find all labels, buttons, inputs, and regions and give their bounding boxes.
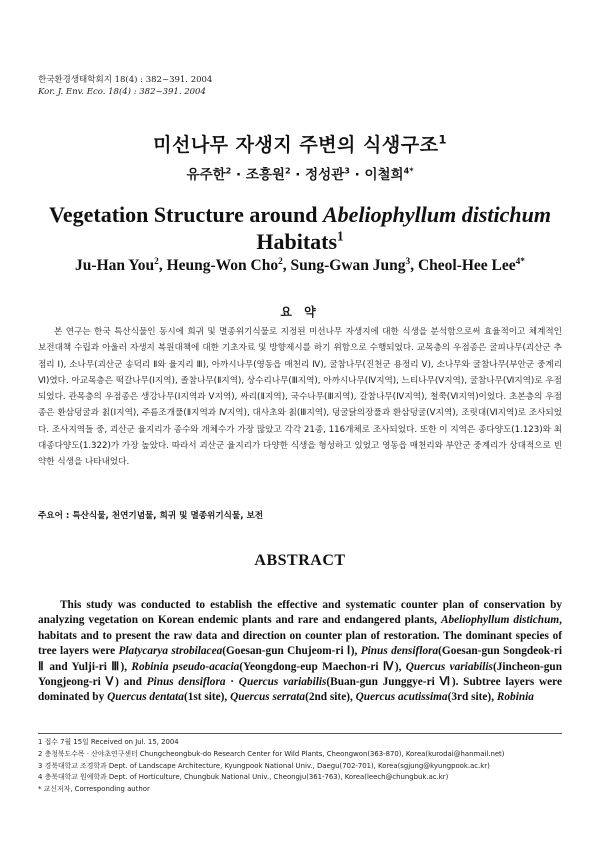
author-ko-name: 조흥원 [245, 167, 285, 183]
abstract-text-segment: , habitats and to present the raw data and direction on counter plan of restoration. The dominant species of tree layers were [38, 614, 562, 658]
author-en-name: Sung-Gwan Jung [290, 257, 406, 274]
abstract-text-segment: (2nd site), [305, 691, 356, 704]
author-ko-name: 정성관 [305, 167, 345, 183]
author-en-separator: , [158, 257, 167, 274]
authors-english [0, 257, 600, 275]
author-ko-separator: · [290, 167, 306, 183]
summary-korean-paragraph: 본 연구는 한국 특산식물인 동시에 희귀 및 멸종위기식물로 지정된 미선나무 자생지에 대한 식생을 분석함으로써 효율적이고 체계적인 보전대책 수립과 아울러 자생지 복원대책에 대한 기초자료 및 방향제시를 하기 위함으로 수행되었다. 교목층의 우점종은 굴피나무(괴산군 추점리 Ⅰ), 소나무(괴산군 송덕리 Ⅱ와 율지리 Ⅲ), 아까시나무(영동읍 매천리 Ⅳ), 굴참나무(진천군 용정리 Ⅴ), 소나무와 굴참나무(부안군 중계리 Ⅵ)였다. 아교목층은 떡갈나무(Ⅰ지역), 졸참나무(Ⅱ지역), 상수리나무(Ⅲ지역), 아까시나무(Ⅳ지역), 느티나무(Ⅴ지역), 굴참나무(Ⅵ지역)로 우점되었다. 관목층의 우점종은 생강나무(Ⅰ지역과 Ⅴ지역), 싸리(Ⅱ지역), 국수나무(Ⅲ지역), 갈참나무(Ⅳ지역), 철쭉(Ⅵ지역)이었다. 초본층의 우점종은 환삼덩굴과 칡(Ⅰ지역), 주름조개풀(Ⅱ지역과 Ⅳ지역), 대사초와 칡(Ⅲ지역), 덩굴닭의장풀과 환삼덩굴(Ⅴ지역), 조릿대(Ⅵ지역)로 조사되었다. 조사지역들 중, 괴산군 율지리가 종수와 개체수가 가장 많았고 각각 21종, 116개체로 조사되었다. 또한 이 지역은 종다양도(1.123)와 최대종다양도(1.322)가 가장 높았다. 따라서 괴산군 율지리가 다양한 식생을 형성하고 있었고 영동읍 매천리와 부안군 중계리가 상대적으로 빈약한 식생을 나타내었다. [38, 327, 562, 468]
abstract-english [38, 598, 562, 706]
species-name: Pinus densiflora [360, 645, 439, 658]
title-english-footnote-mark: 1 [337, 228, 344, 244]
author-ko-affiliation-mark: 2 [225, 165, 232, 176]
abstract-text-segment: (Buan-gun Junggye-ri Ⅵ). Subtree layers were dominated by [38, 676, 562, 704]
author-en-affiliation-mark: 4* [515, 256, 525, 267]
footnotes [38, 737, 568, 796]
abstract-text-segment: (3rd site), [447, 691, 497, 704]
abstract-text-segment: (Yeongdong-eup Maechon-ri Ⅳ), [239, 660, 406, 673]
author-ko-name: 이철희 [364, 167, 404, 183]
author-ko-separator: · [349, 167, 365, 183]
abstract-text-segment: (Goesan-gun Songdeok-ri Ⅱ and Yulji-ri Ⅲ), [38, 645, 563, 673]
abstract-text-segment: (Goesan-gun Chujeom-ri Ⅰ), [222, 645, 361, 658]
author-en-name: Ju-Han You [75, 257, 155, 274]
footnote-item: 3 경북대학교 조경학과 Dept. of Landscape Architecture, Kyungpook National Univ., Daegu(702-701), Korea(sgjung@kyungpook.ac.kr) [38, 761, 490, 770]
footnote-divider [38, 733, 562, 734]
species-name: Robinia pseudo-acacia [131, 660, 240, 673]
species-name: Robinia [496, 691, 534, 704]
species-name: Quercus acutissima [355, 691, 448, 704]
author-en-affiliation-mark: 2 [154, 256, 159, 267]
footnote-item: 4 충북대학교 원예학과 Dept. of Horticulture, Chungbuk National Univ., Cheongju(361-763), Korea(leech@chungbuk.ac.kr) [38, 773, 449, 782]
species-name: Platycarya strobilacea [118, 645, 223, 658]
author-en-separator: , [282, 257, 291, 274]
species-name: Quercus dentata [107, 691, 184, 704]
abstract-heading: ABSTRACT [254, 552, 346, 569]
title-english-part1: Vegetation Structure around [49, 202, 323, 227]
species-name: Abeliophyllum distichum [440, 614, 560, 627]
abstract-text-segment: · [225, 676, 239, 689]
author-ko-affiliation-mark: 4* [403, 165, 414, 176]
footnote-item: 1 접수 7월 15일 Received on Jul. 15, 2004 [38, 738, 179, 746]
summary-korean [38, 324, 562, 471]
species-name: Quercus variabilis [405, 660, 493, 673]
title-english-species: Abeliophyllum distichum [323, 202, 551, 227]
footnote-item: 2 충청북도수목 · 산야초연구센터 Chungcheongbuk-do Research Center for Wild Plants, Cheongwon(363-870), Korea(kurodai@hanmail.net) [38, 749, 505, 758]
title-korean-footnote-mark: 1 [438, 132, 447, 147]
abstract-english-paragraph [38, 598, 562, 706]
author-en-name: Cheol-Hee Lee [417, 257, 516, 274]
title-english [30, 201, 570, 255]
footnote-item: * 교신저자, Corresponding author [38, 785, 150, 794]
keywords-label: 주요어 : [38, 511, 73, 521]
summary-heading: 요 약 [280, 305, 320, 319]
keywords-list: 특산식물, 천연기념물, 희귀 및 멸종위기식물, 보전 [72, 511, 264, 521]
author-en-affiliation-mark: 3 [405, 256, 411, 267]
title-korean [0, 130, 600, 157]
keywords [38, 509, 562, 521]
journal-header [38, 74, 212, 98]
author-en-affiliation-mark: 2 [278, 256, 283, 267]
authors-korean [0, 163, 600, 183]
title-english-part2: Habitats [256, 229, 338, 254]
abstract-text-segment: (1st site), [183, 691, 231, 704]
species-name: Quercus serrata [230, 691, 306, 704]
abstract-text-segment: This study was conducted to establish the effective and systematic counter plan of conservation by analyzing vegetation on Korean endemic plants and rare and endangered plants, [38, 599, 562, 627]
author-ko-affiliation-mark: 3 [344, 165, 350, 176]
author-ko-separator: · [231, 167, 246, 183]
abstract-text-segment: (Jincheon-gun Yongjeong-ri Ⅴ) and [38, 660, 562, 689]
journal-line-en: Kor. J. Env. Eco. 18(4) : 382~391. 2004 [38, 87, 206, 97]
author-ko-name: 유주한 [186, 167, 226, 183]
species-name: Quercus variabilis [238, 676, 327, 689]
title-korean-text: 미선나무 자생지 주변의 식생구조 [153, 134, 439, 156]
author-en-name: Heung-Won Cho [166, 257, 279, 274]
species-name: Pinus densiflora [146, 676, 226, 689]
author-en-separator: , [410, 257, 418, 274]
author-ko-affiliation-mark: 2 [284, 165, 291, 176]
journal-line-ko: 한국환경생태학회지 18(4) : 382~391. 2004 [38, 75, 213, 85]
